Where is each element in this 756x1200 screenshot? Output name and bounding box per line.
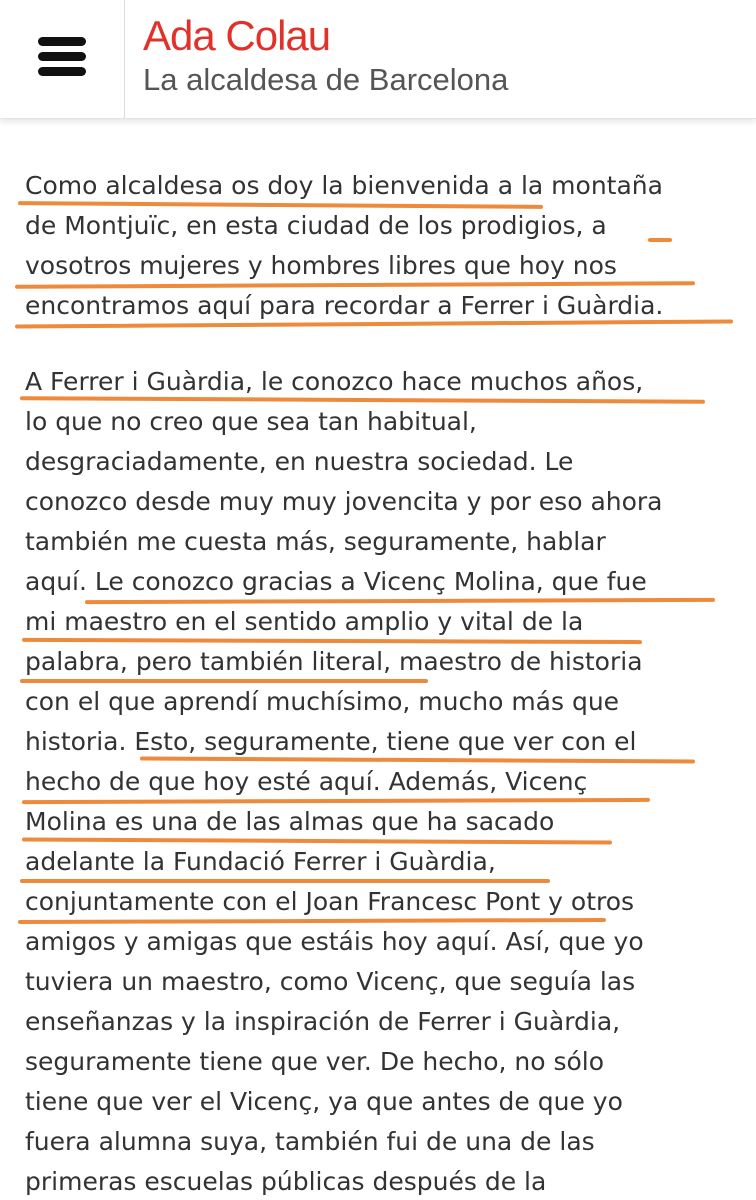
article-line: adelante la Fundació Ferrer i Guàrdia, (25, 847, 496, 876)
site-subtitle: La alcaldesa de Barcelona (143, 62, 509, 97)
highlight-underline (22, 798, 650, 804)
article-line: con el que aprendí muchísimo, mucho más que (25, 687, 620, 716)
article-line: conjuntamente con el Joan Francesc Pont y otros (25, 887, 635, 916)
article-line: vosotros mujeres y hombres libres que hoy nos (25, 251, 617, 280)
article-line: hecho de que hoy esté aquí. Además, Vicenç (25, 767, 588, 796)
article-line: conozco desde muy muy jovencita y por eso ahora (25, 487, 663, 516)
highlight-underline (648, 238, 672, 242)
article-line: encontramos aquí para recordar a Ferrer i Guàrdia. (25, 291, 664, 320)
highlight-underline (85, 598, 715, 604)
article-line: también me cuesta más, seguramente, hablar (25, 527, 606, 556)
article-line: de Montjuïc, en esta ciudad de los prodigios, a (25, 211, 607, 240)
article-line: tiene que ver el Vicenç, ya que antes de que yo (25, 1087, 623, 1116)
article-line: tuviera un maestro, como Vicenç, que seguía las (25, 967, 636, 996)
article-line: primeras escuelas públicas después de la (25, 1167, 547, 1196)
article-line: enseñanzas y la inspiración de Ferrer i Guàrdia, (25, 1007, 621, 1036)
highlight-underline (22, 638, 642, 644)
article-line: Como alcaldesa os doy la bienvenida a la montaña (25, 171, 663, 200)
article-line: lo que no creo que sea tan habitual, (25, 407, 477, 436)
article-line: A Ferrer i Guàrdia, le conozco hace muchos años, (25, 367, 644, 396)
article-line: palabra, pero también literal, maestro de historia (25, 647, 643, 676)
article-line: seguramente tiene que ver. De hecho, no sólo (25, 1047, 605, 1076)
site-title[interactable]: Ada Colau (143, 12, 331, 59)
article-line: historia. Esto, seguramente, tiene que ver con el (25, 727, 637, 756)
article-line: amigos y amigas que estáis hoy aquí. Así, que yo (25, 927, 644, 956)
article-line: Molina es una de las almas que ha sacado (25, 807, 555, 836)
article-line: fuera alumna suya, también fui de una de las (25, 1127, 595, 1156)
article-line: aquí. Le conozco gracias a Vicenç Molina, que fue (25, 567, 647, 596)
article-line: desgraciadamente, en nuestra sociedad. Le (25, 447, 574, 476)
article-line: mi maestro en el sentido amplio y vital de la (25, 607, 584, 636)
highlight-underline (18, 918, 606, 924)
highlight-underline (20, 679, 428, 683)
highlight-underline (20, 879, 550, 883)
